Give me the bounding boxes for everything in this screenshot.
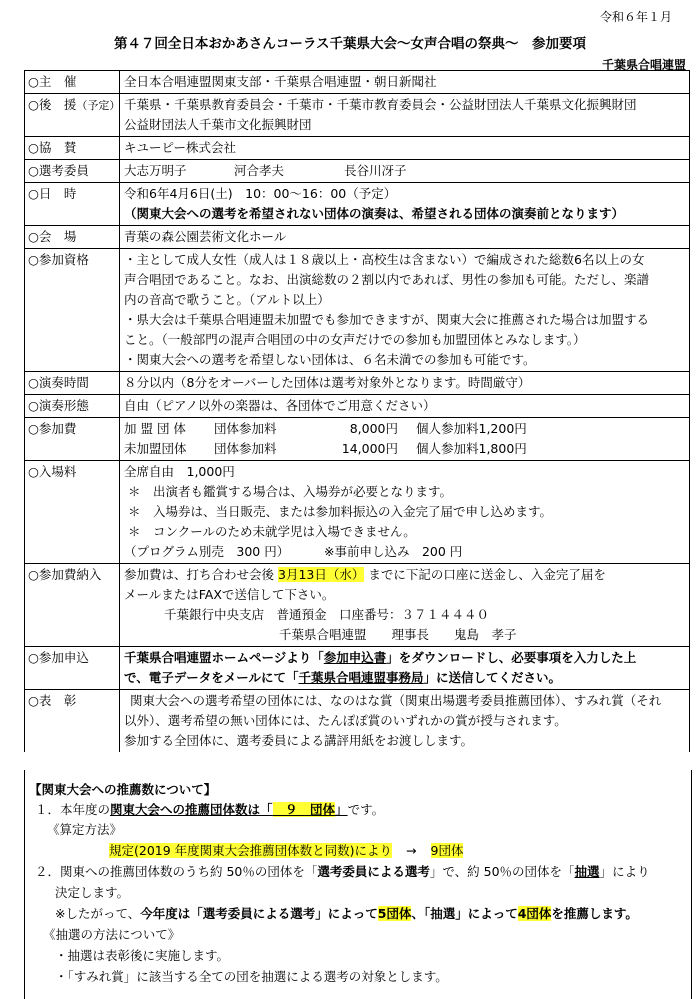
label-support-note: （予定） [76,99,121,112]
label-application: ○参加申込 [25,647,120,690]
value-judges [120,160,690,183]
row-payment [25,564,690,647]
document-date: 令和６年１月 [599,10,672,24]
calc-line [109,841,463,861]
value-form: 自由（ピアノ以外の楽器は、各団体でご用意ください） [120,395,690,418]
value-application [120,647,690,690]
lottery-line-1: ・抽選は表彰後に実施します。 [55,948,230,963]
label-admission: ○入場料 [25,461,120,564]
application-text: 」に送信してください。 [423,670,562,685]
support-line-1: 千葉県・千葉県教育委員会・千葉市・千葉市教育委員会・公益財団法人千葉県文化振興財団 [124,97,637,112]
eligibility-line: ・県大会は千葉県合唱連盟未加盟でも参加できますが、関東大会に推薦された場合は加盟する [124,312,650,327]
label-cosponsor: ○協 賛 [25,137,120,160]
lottery-count: 4団体 [517,906,552,921]
row-sponsor [25,71,690,94]
notes-heading: 【関東大会への推薦数について】 [29,782,217,797]
payment-post: までに下記の口座に送金し、入金完了届を [368,567,606,582]
value-datetime [120,183,690,226]
item2-text: ２．関東への推薦団体数のうち約 50％の団体を「 [35,864,318,879]
label-sponsor: ○主 催 [25,71,120,94]
value-admission [120,461,690,564]
payment-line-2: メールまたはFAXで送信して下さい。 [124,587,335,602]
recommendation-notes [24,770,692,999]
admission-line: 全席自由 1,000円 [124,464,235,479]
eligibility-line: 内の音高で歌うこと。（アルト以上） [124,292,330,307]
application-text: で、電子データをメールにて「 [124,670,299,685]
label-venue: ○会 場 [25,226,120,249]
payment-holder: 千葉県合唱連盟 理事長 鬼島 孝子 [279,627,517,642]
fee-type: 未加盟団体 [124,441,187,456]
value-awards [120,690,690,753]
judges-count: 5団体 [377,906,412,921]
item2-note-bold: 今年度は「選考委員による選考」によって [140,906,378,921]
organization-name: 千葉県合唱連盟 [601,58,686,72]
row-fee [25,418,690,461]
row-form [25,395,690,418]
value-eligibility [120,249,690,372]
row-awards [25,690,690,753]
fee-kind: 団体参加料 [214,421,277,436]
program-price: （プログラム別売 300 円） [124,544,290,559]
notes-item-2 [35,862,650,882]
admission-program [124,542,685,562]
admission-line: ＊ 出演者も鑑賞する場合は、入場券が必要となります。 [128,484,453,499]
row-cosponsor [25,137,690,160]
item2-text: 」で、約 50％の団体を「 [429,864,575,879]
fee-group-amount: 8,000円 [349,421,398,436]
notes-item-1 [35,800,384,820]
fee-type: 加 盟 団 体 [124,421,186,436]
value-venue: 青葉の森公園芸術文化ホール [120,226,690,249]
datetime-line-1: 令和6年4月6日(土) 10：00～16：00（予定） [124,186,397,201]
value-fee [120,418,690,461]
judge-2: 河合孝夫 [234,163,285,178]
awards-line: 関東大会への選考希望の団体には、なのはな賞（関東出場選考委員推薦団体）、すみれ賞（それ [130,693,662,708]
application-line-2 [124,668,685,688]
label-fee: ○参加費 [25,418,120,461]
payment-bank: 千葉銀行中央支店 普通預金 口座番号：３７１４４４０ [164,607,490,622]
label-payment: ○参加費納入 [25,564,120,647]
fee-group-amount: 14,000円 [341,441,398,456]
judge-3: 長谷川冴子 [344,163,407,178]
row-eligibility [25,249,690,372]
application-text: 千葉県合唱連盟ホームページより「 [124,650,324,665]
calc-rule: 規定(2019 年度関東大会推薦団体数と同数)により [109,843,393,858]
calc-result: 9団体 [430,843,464,858]
fee-row-member [124,419,685,439]
support-line-2: 公益財団法人千葉市文化振興財団 [124,117,312,132]
item2-note: ※したがって、 [55,906,141,921]
datetime-line-2: （関東大会への選考を希望されない団体の演奏は、希望される団体の演奏前となります） [124,206,625,221]
program-preorder: ※事前申し込み 200 円 [324,544,463,559]
arrow-icon: → [406,843,417,858]
payment-pre: 参加費は、打ち合わせ会後 [124,567,275,582]
judge-1: 大志万明子 [124,163,187,178]
awards-line: 参加する全団体に、選考委員による講評用紙をお渡しします。 [124,733,474,748]
value-time: ８分以内（8分をオーバーした団体は選考対象外となります。時間厳守） [120,372,690,395]
row-datetime [25,183,690,226]
payment-line-1 [124,565,685,585]
item2-lottery: 抽選 [574,864,600,879]
notes-item-2-line-2: 決定します。 [55,885,130,900]
label-form: ○演奏形態 [25,395,120,418]
calc-heading: 《算定方法》 [47,822,123,837]
value-cosponsor: キユーピー株式会社 [120,137,690,160]
eligibility-line: ・主として成人女性（成人は１８歳以上・高校生は含まない）で編成された総数6名以上の女 [124,252,645,267]
label-time: ○演奏時間 [25,372,120,395]
row-admission [25,461,690,564]
eligibility-line: こと。（一般部門の混声合唱団の中の女声だけでの参加も加盟団体とみなします。） [124,332,586,347]
application-form-name: 参加申込書 [323,650,387,665]
fee-individual: 個人参加料1,200円 [416,421,527,436]
item1-pre: １．本年度の [35,802,111,817]
item2-text: 」により [599,864,650,879]
fee-row-nonmember [124,439,685,459]
item2-judges: 選考委員による選考 [317,864,430,879]
application-text: 」をダウンロードし、必要事項を入力した上 [386,650,637,665]
admission-line: ＊ 入場券は、当日販売、または参加料振込の入金完了届で申し込めます。 [128,504,553,519]
row-time [25,372,690,395]
fee-kind: 団体参加料 [214,441,277,456]
notes-item-2-line-3 [55,904,638,924]
value-support [120,94,690,137]
recommended-count: ９ 団体 [272,802,336,817]
application-office: 千葉県合唱連盟事務局 [298,670,424,685]
payment-deadline: 3月13日（水） [278,567,365,582]
label-support [25,94,120,137]
label-support-text: ○後 援 [28,97,77,112]
eligibility-line: ・関東大会への選考を希望しない団体は、６名未満での参加も可能です。 [124,352,536,367]
row-support [25,94,690,137]
item1-close: 」 [335,802,348,817]
application-line-1 [124,648,685,668]
item2-note-bold: を推薦します。 [551,906,638,921]
item1-heading: 関東大会への推薦団体数は「 [110,802,273,817]
row-venue [25,226,690,249]
admission-line: ＊ コンクールのため未就学児は入場できません。 [128,524,416,539]
eligibility-line: 声合唱団であること。なお、出演総数の２割以内であれば、男性の参加も可能。ただし、楽譜 [124,272,650,287]
fee-individual: 個人参加料1,800円 [416,441,527,456]
label-eligibility: ○参加資格 [25,249,120,372]
row-application [25,647,690,690]
row-judges [25,160,690,183]
awards-line: 以外）、選考希望の無い団体には、たんぽぽ賞のいずれかの賞が授与されます。 [124,713,567,728]
lottery-line-2: ・「すみれ賞」に該当する全ての団を抽選による選考の対象とします。 [55,969,448,984]
value-sponsor: 全日本合唱連盟関東支部・千葉県合唱連盟・朝日新聞社 [120,71,690,94]
document-title: 第４７回全日本おかあさんコーラス千葉県大会～女声合唱の祭典～ 参加要項 [113,36,587,52]
item2-note-bold: 、「抽選」によって [411,906,518,921]
label-datetime: ○日 時 [25,183,120,226]
label-awards: ○表 彰 [25,690,120,753]
item1-post: です。 [347,802,385,817]
value-payment [120,564,690,647]
label-judges: ○選考委員 [25,160,120,183]
requirements-table [24,70,690,752]
lottery-heading: 《抽選の方法について》 [43,927,181,942]
